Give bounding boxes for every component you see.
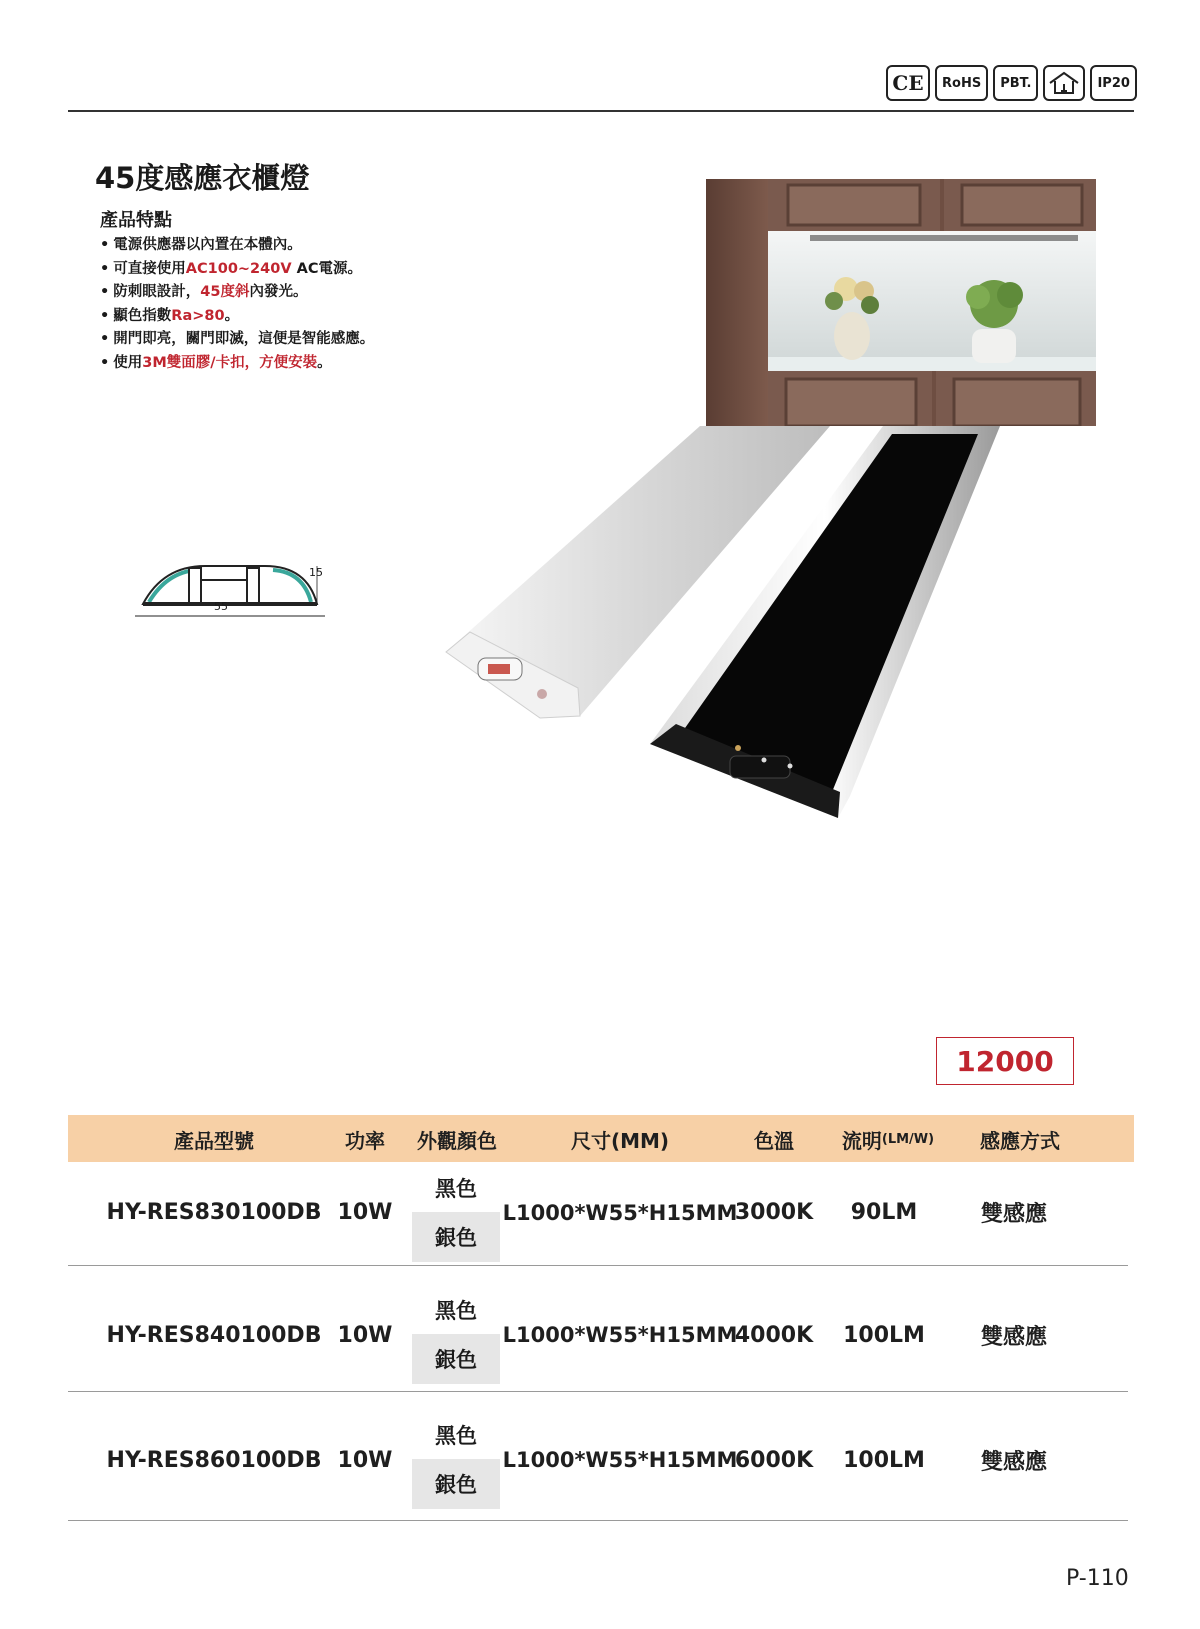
row1-sensor: 雙感應 xyxy=(980,1202,1047,1227)
pbt-mark: PBT. xyxy=(993,65,1038,101)
row2-sensor: 雙感應 xyxy=(980,1324,1047,1350)
feature-item xyxy=(100,352,374,376)
product-bars-illustration xyxy=(430,426,1030,830)
row2-power: 10W xyxy=(337,1322,393,1348)
row2-flux: 100LM xyxy=(843,1322,925,1348)
feature-text: 可直接使用 xyxy=(113,260,186,277)
header-cct: 色溫 xyxy=(754,1128,794,1153)
profile-cross-section-diagram xyxy=(135,560,335,636)
header-sensor: 感應方式 xyxy=(980,1128,1060,1153)
feature-text: 開門即亮，關門即滅，這便是智能感應。 xyxy=(113,331,375,347)
row1-flux: 90LM xyxy=(850,1200,918,1225)
bullet-icon: • xyxy=(100,307,110,324)
feature-highlight: AC100~240V xyxy=(185,260,292,277)
price-box: 12000 xyxy=(936,1037,1074,1085)
row1-size: L1000*W55*H15MM xyxy=(502,1200,738,1225)
ce-mark-icon: CE xyxy=(886,65,930,101)
rohs-mark: RoHS xyxy=(935,65,988,101)
profile-width-label: 55 xyxy=(214,600,228,613)
row3-sensor: 雙感應 xyxy=(980,1449,1047,1475)
row2-size: L1000*W55*H15MM xyxy=(502,1323,738,1347)
row-divider xyxy=(68,1391,1128,1392)
certification-badges xyxy=(886,65,1137,101)
row3-cct: 6000K xyxy=(734,1447,814,1473)
row1-color-silver: 銀色 xyxy=(412,1212,500,1262)
feature-text: 防刺眼設計， xyxy=(113,284,201,300)
row2-model: HY-RES840100DB xyxy=(106,1322,322,1348)
feature-highlight: Ra>80 xyxy=(171,307,225,324)
features-heading: 產品特點 xyxy=(100,210,172,231)
feature-text: 電源供應器以內置在本體內。 xyxy=(113,237,302,253)
page-title: 45度感應衣櫃燈 xyxy=(95,161,310,195)
row2-cct: 4000K xyxy=(734,1322,814,1348)
profile-height-label: 15 xyxy=(309,566,323,579)
row3-model: HY-RES860100DB xyxy=(106,1447,322,1473)
row3-color-silver: 銀色 xyxy=(412,1459,500,1509)
feature-highlight: 45度斜 xyxy=(200,284,250,300)
feature-item xyxy=(100,258,374,282)
row3-power: 10W xyxy=(337,1447,393,1473)
ip20-mark: IP20 xyxy=(1090,65,1136,101)
feature-highlight: 3M雙面膠/卡扣，方便安裝 xyxy=(142,354,318,371)
row1-power: 10W xyxy=(337,1200,393,1225)
row3-color-black: 黑色 xyxy=(435,1424,477,1448)
feature-text: 內發光。 xyxy=(249,284,308,300)
feature-text: 。 xyxy=(224,307,240,324)
wardrobe-product-photo xyxy=(706,179,1096,426)
header-size: 尺寸(MM) xyxy=(570,1128,670,1153)
feature-item xyxy=(100,305,374,329)
header-power: 功率 xyxy=(345,1128,385,1153)
header-flux-label: 流明 xyxy=(841,1128,882,1153)
bullet-icon: • xyxy=(100,331,110,347)
header-color: 外觀顏色 xyxy=(417,1128,497,1153)
feature-text: 顯色指數 xyxy=(113,307,172,324)
feature-item xyxy=(100,234,374,258)
row1-color-black: 黑色 xyxy=(435,1176,477,1201)
feature-list xyxy=(100,234,374,375)
header-flux-unit: (LM/W) xyxy=(881,1131,935,1147)
header-model: 產品型號 xyxy=(174,1128,254,1153)
feature-text: AC電源。 xyxy=(291,260,362,277)
row3-flux: 100LM xyxy=(843,1447,925,1473)
bullet-icon: • xyxy=(100,260,110,277)
indoor-use-house-icon xyxy=(1043,65,1085,101)
row-divider xyxy=(68,1265,1128,1266)
row2-color-silver: 銀色 xyxy=(412,1334,500,1384)
row2-color-black: 黑色 xyxy=(435,1299,477,1323)
row1-model: HY-RES830100DB xyxy=(106,1200,322,1225)
row1-cct: 3000K xyxy=(734,1200,814,1225)
feature-item xyxy=(100,281,374,305)
bullet-icon: • xyxy=(100,237,110,253)
feature-text: 。 xyxy=(317,354,332,371)
header-flux xyxy=(826,1116,950,1162)
feature-item xyxy=(100,328,374,352)
page-number: P-110 xyxy=(1066,1566,1129,1591)
bullet-icon: • xyxy=(100,354,110,371)
feature-text: 使用 xyxy=(113,354,143,371)
row3-size: L1000*W55*H15MM xyxy=(502,1448,738,1472)
header-divider xyxy=(68,110,1134,112)
bullet-icon: • xyxy=(100,284,110,300)
row-divider xyxy=(68,1520,1128,1521)
